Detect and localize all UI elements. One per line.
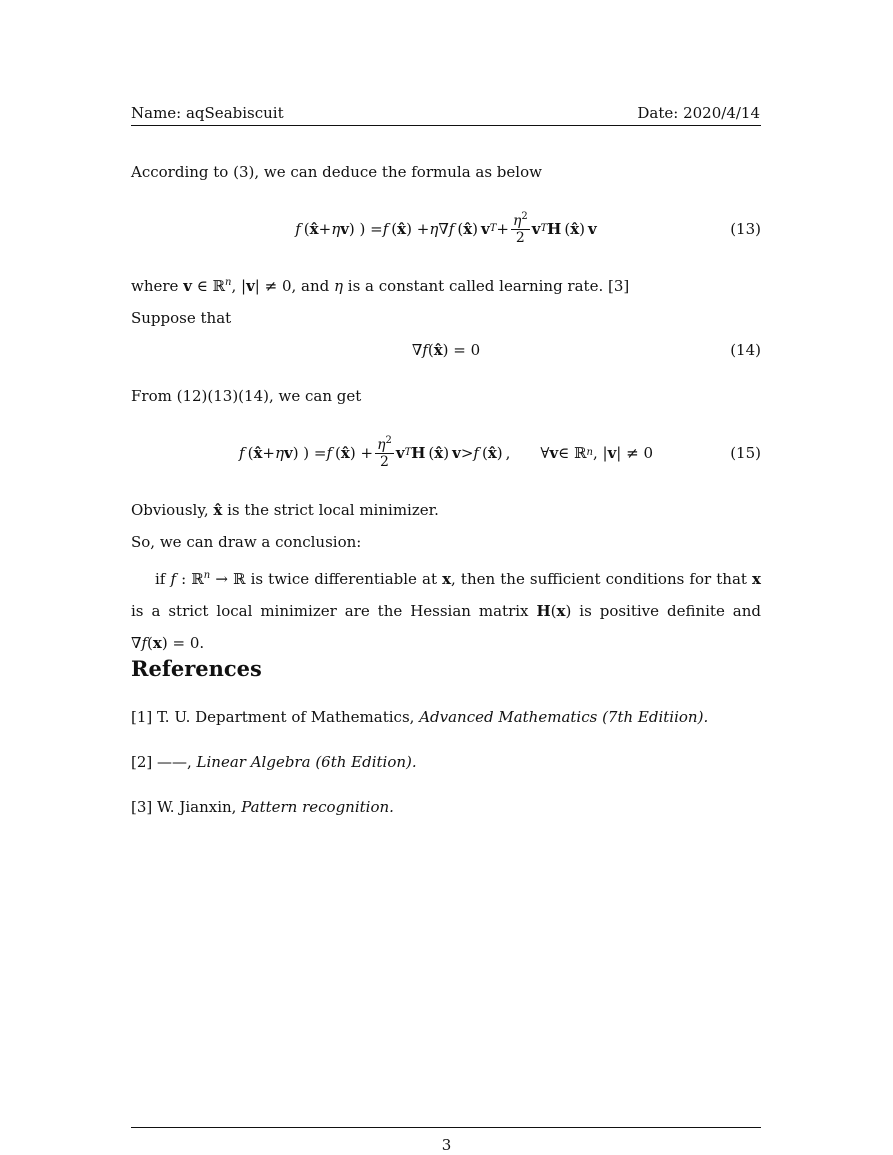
equation-14-body: ∇ f ( x̂ ) = 0 <box>411 341 481 359</box>
reference-item: [2] ——, Linear Algebra (6th Edition). <box>131 753 417 771</box>
paragraph-conclusion: if f : ℝ$^n$ → ℝ is twice differentiable at x, then the sufficient conditions for that x is a strict local minimizer are the Hessian matrix H(x) is positive definite and ∇f(x) = 0. <box>131 570 761 652</box>
header-name: Name: aqSeabiscuit <box>131 104 284 122</box>
equation-15 <box>131 431 761 475</box>
reference-item: [3] W. Jianxin, Pattern recognition. <box>131 798 394 816</box>
paragraph-where: where v ∈ ℝ$^n$, |v| ≠ 0, and η is a constant called learning rate. [3] <box>131 277 630 295</box>
header-date: Date: 2020/4/14 <box>637 104 760 122</box>
equation-15-body: f ( x̂ + η v ) ) = f ( x̂ ) + $\frac{\eta^2}{2}$ v T H ( x̂ ) v > f ( x̂ ) , ∀ v ∈ ℝ n , | v | ≠ 0 <box>239 434 653 470</box>
paragraph-from: From (12)(13)(14), we can get <box>131 387 362 405</box>
equation-14-number: (14) <box>730 341 761 359</box>
header-rule <box>131 125 761 126</box>
reference-item: [1] T. U. Department of Mathematics, Advanced Mathematics (7th Editiion). <box>131 708 709 726</box>
equation-13-body: f ( x̂ + η v ) ) = f ( x̂ ) + η ∇ f ( x̂ ) v T + $\frac{\eta^2}{2}$ v T H ( x̂ ) v <box>295 210 597 246</box>
footer-rule <box>131 1127 761 1128</box>
equation-13-number: (13) <box>730 220 761 238</box>
references-title: References <box>131 656 262 681</box>
paragraph-conclusion-intro: So, we can draw a conclusion: <box>131 533 362 551</box>
equation-15-number: (15) <box>730 444 761 462</box>
paragraph-obviously: Obviously, x̂ is the strict local minimizer. <box>131 501 439 519</box>
equation-13 <box>131 207 761 251</box>
page-number: 3 <box>441 1136 452 1154</box>
equation-14 <box>131 339 761 361</box>
paragraph-suppose: Suppose that <box>131 309 232 327</box>
paragraph-intro: According to (3), we can deduce the formula as below <box>131 163 542 181</box>
